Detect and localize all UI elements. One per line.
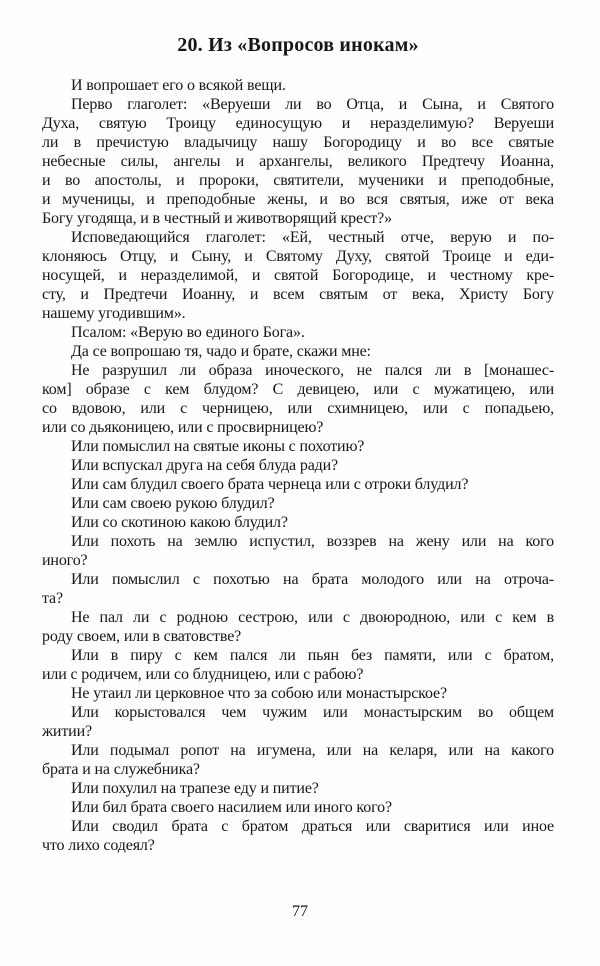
text-line: роду своем, или в сватовстве? [42,628,242,645]
paragraph [42,76,554,95]
text-line: Не пал ли с родною сестрою, или с двоюродною, или с кем в [71,609,554,626]
paragraph [42,741,554,779]
text-line: Не разрушил ли образа иноческого, не пался ли в [монашес- [71,362,554,379]
paragraph [42,779,554,798]
text-line: Псалом: «Верую во единого Бога». [71,324,305,341]
paragraph [42,817,554,855]
text-line: небесные силы, ангелы и архангелы, великого Предтечу Иоанна, [42,153,554,170]
text-line: И вопрошает его о всякой вещи. [71,77,286,94]
text-line: или с родичем, или со блудницею, или с рабою? [42,666,364,683]
text-line: Или сводил брата с братом драться или сваритися или иное [71,818,554,835]
paragraph [42,228,554,323]
text-line: Да се вопрошаю тя, чадо и брате, скажи мне: [71,343,371,360]
text-line: ли в пречистую владычицу нашу Богородицу и во все святые [42,134,554,151]
text-line: Не утаил ли церковное что за собою или монастырское? [71,685,447,702]
text-line: клоняюсь Отцу, и Сыну, и Святому Духу, святой Троице и еди- [42,248,554,265]
paragraph [42,456,554,475]
text-line: Или бил брата своего насилием или иного кого? [71,799,392,816]
text-line: Или сам своею рукою блудил? [71,495,275,512]
text-line: Духа, святую Троицу единосущую и неразделимую? Веруеши [42,115,554,132]
text-line: сту, и Предтечи Иоанну, и всем святым от века, Христу Богу [42,286,554,303]
text-line: Или сам блудил своего брата чернеца или с отроки блудил? [71,476,469,493]
chapter-title: 20. Из «Вопросов инокам» [177,34,419,56]
text-line: Или подымал ропот на игумена, или на келаря, или на какого [71,742,554,759]
paragraph [42,570,554,608]
text-line: носущей, и неразделимой, и святой Богородице, и честному кре- [42,267,554,284]
paragraph [42,532,554,570]
text-line: житии? [42,723,92,740]
text-line: Или помыслил на святые иконы с похотию? [71,438,365,455]
paragraph [42,798,554,817]
text-line: Или похулил на трапезе еду и питие? [71,780,319,797]
paragraph [42,703,554,741]
paragraph [42,684,554,703]
text-line: Или со скотиною какою блудил? [71,514,288,531]
text-line: Богу угодяща, и в честный и животворящий крест?» [42,210,392,227]
text-line: нашему угодившим». [42,305,186,322]
text-line: ком] образе с кем блудом? С девицею, или с мужатицею, или [42,381,554,398]
paragraph [42,646,554,684]
text-line: и во апостолы, и пророки, святители, мученики и преподобные, [42,172,554,189]
text-line: что лихо содеял? [42,837,155,854]
text-line: со вдовою, или с черницею, или схимницею, или с попадьею, [42,400,554,417]
paragraph [42,361,554,437]
page-body [42,76,554,855]
text-line: Или похоть на землю испустил, воззрев на жену или на кого [71,533,554,550]
text-line: брата и на служебника? [42,761,200,778]
paragraph [42,437,554,456]
paragraph [42,323,554,342]
paragraph [42,342,554,361]
text-line: та? [42,590,63,607]
text-line: Перво глаголет: «Веруеши ли во Отца, и Сына, и Святого [71,96,554,113]
text-line: Или помыслил с похотью на брата молодого или на отроча- [71,571,554,588]
text-line: Или в пиру с кем пался ли пьян без памяти, или с братом, [71,647,554,664]
paragraph [42,95,554,228]
page-number: 77 [292,903,308,920]
paragraph [42,475,554,494]
text-line: Или корыстовался чем чужим или монастырским во общем [71,704,554,721]
paragraph [42,494,554,513]
text-line: Исповедающийся глаголет: «Ей, честный отче, верую и по- [71,229,554,246]
paragraph [42,608,554,646]
text-line: или со дьяконицею, или с просвирницею? [42,419,324,436]
paragraph [42,513,554,532]
text-line: и мученицы, и преподобные жены, и во вся святыя, иже от века [42,191,554,208]
text-line: Или вспускал друга на себя блуда ради? [71,457,339,474]
text-line: иного? [42,552,88,569]
